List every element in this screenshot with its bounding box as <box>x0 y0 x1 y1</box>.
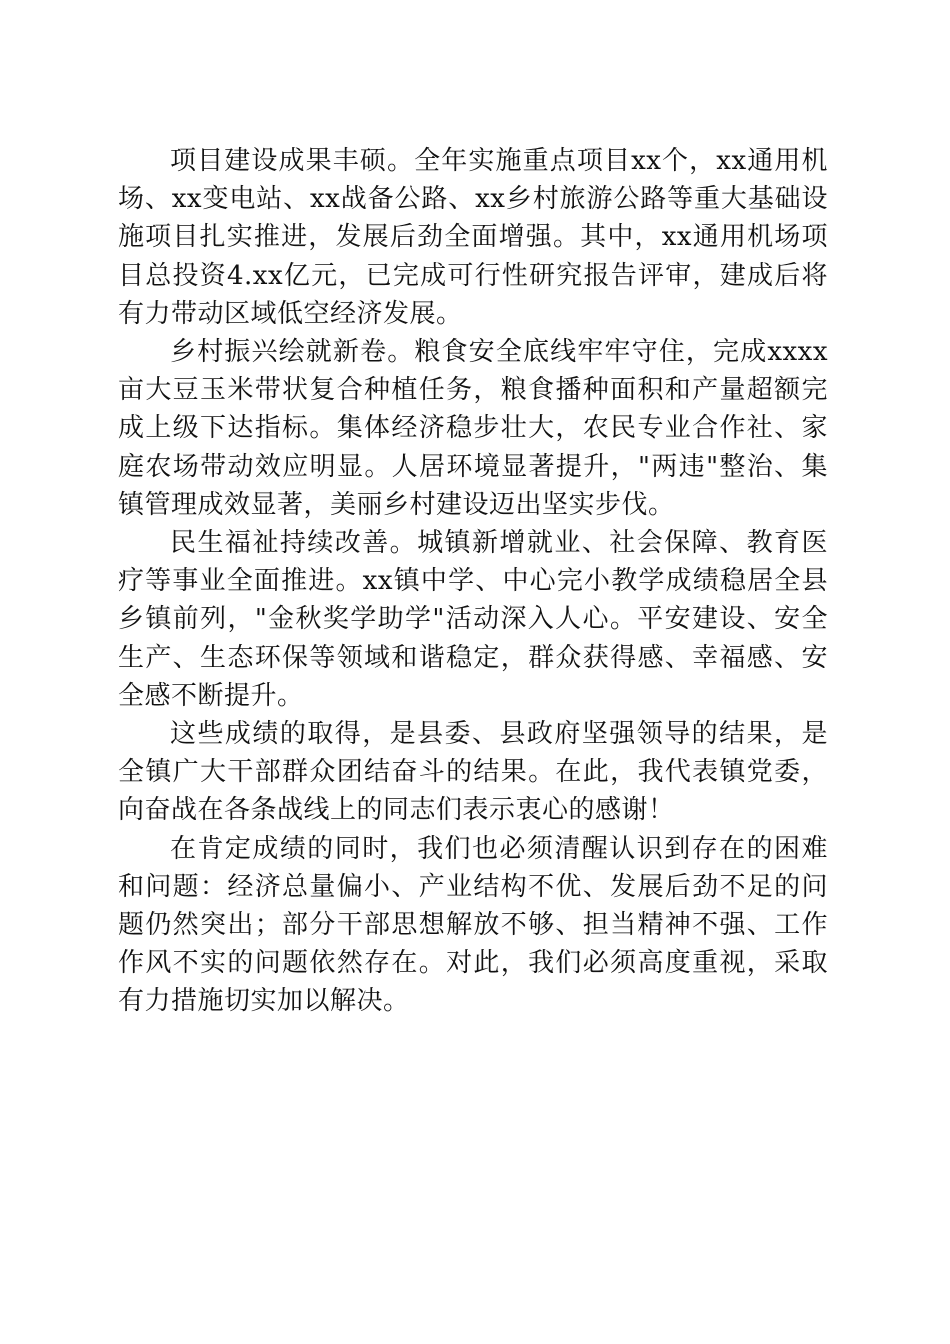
paragraph-problems: 在肯定成绩的同时，我们也必须清醒认识到存在的困难和问题：经济总量偏小、产业结构不优、发展后劲不足的问题仍然突出；部分干部思想解放不够、担当精神不强、工作作风不实的问题依然存在。对此，我们必须高度重视，采取有力措施切实加以解决。 <box>118 833 828 1017</box>
paragraph-project-construction: 项目建设成果丰硕。全年实施重点项目xx个，xx通用机场、xx变电站、xx战备公路、xx乡村旅游公路等重大基础设施项目扎实推进，发展后劲全面增强。其中，xx通用机场项目总投资4.xx亿元，已完成可行性研究报告评审，建成后将有力带动区域低空经济发展。 <box>118 146 828 329</box>
document-body <box>118 142 828 1021</box>
paragraph-acknowledgement: 这些成绩的取得，是县委、县政府坚强领导的结果，是全镇广大干部群众团结奋斗的结果。在此，我代表镇党委，向奋战在各条战线上的同志们表示衷心的感谢！ <box>118 719 828 826</box>
paragraph-livelihood: 民生福祉持续改善。城镇新增就业、社会保障、教育医疗等事业全面推进。xx镇中学、中心完小教学成绩稳居全县乡镇前列，"金秋奖学助学"活动深入人心。平安建设、安全生产、生态环保等领域和谐稳定，群众获得感、幸福感、安全感不断提升。 <box>118 528 828 711</box>
paragraph-rural-revitalization: 乡村振兴绘就新卷。粮食安全底线牢牢守住，完成xxxx亩大豆玉米带状复合种植任务，粮食播种面积和产量超额完成上级下达指标。集体经济稳步壮大，农民专业合作社、家庭农场带动效应明显。人居环境显著提升，"两违"整治、集镇管理成效显著，美丽乡村建设迈出坚实步伐。 <box>118 337 828 520</box>
